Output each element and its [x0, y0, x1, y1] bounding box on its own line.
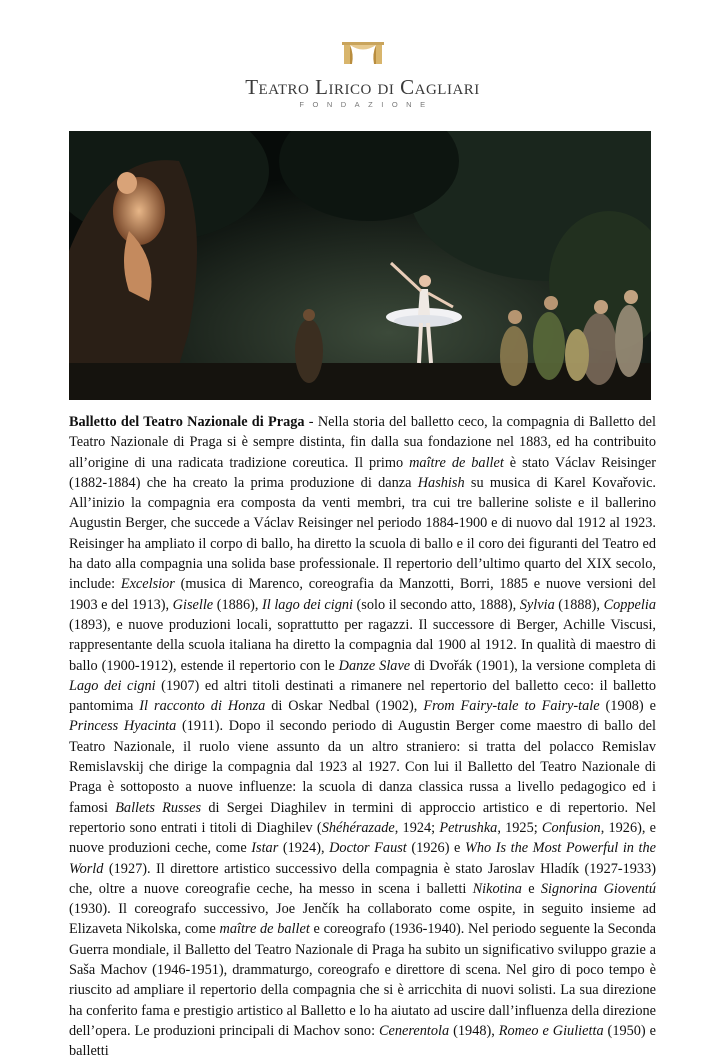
article-text-run: (1886), — [213, 596, 263, 613]
article-italic-run: maître de ballet — [219, 921, 310, 938]
article-italic-run: Il racconto di Honza — [139, 698, 266, 715]
article-text-run: di Sergei Diaghilev in termini di approccio artistico e di repertorio. Nel repertorio sono entrati i titoli di Diaghilev ( — [69, 799, 656, 836]
article-text-run: (1924), — [278, 840, 330, 857]
article-text-run: e coreografo (1936-1940). Nel periodo seguente la Seconda Guerra mondiale, il Balletto del Teatro Nazionale di Praga ha subito un significativo sviluppo grazie a Saša Machov (1946-1951), drammaturgo, coreografo e direttore di scena. Nel giro di poco tempo è riuscito ad ampliare il repertorio della compagnia che si è arricchita di nuovi solisti. La sua direzione ha conferito fama e prestigio artistico al Balletto e lo ha aiutato ad uscire dall’influenza della direzione dell’opera. Le produzioni principali di Machov sono: — [69, 921, 657, 1039]
article-text-run: (1930). Il coreografo successivo, Joe Jenčík ha collaborato come ospite, in seguito insieme ad Elizaveta Nikolska, come — [69, 901, 656, 938]
article-text-run: è stato Václav Reisinger (1882-1884) che ha creato la prima produzione di danza — [69, 454, 656, 491]
article-italic-run: Danze Slave — [338, 657, 411, 674]
article-italic-run: Lago dei cigni — [69, 677, 156, 694]
article-italic-run: Sylvia — [519, 596, 555, 613]
article-italic-run: From Fairy-tale to Fairy-tale — [423, 698, 600, 715]
article-italic-run: Istar — [251, 840, 279, 857]
article-italic-run: Princess Hyacinta — [69, 718, 177, 735]
article-italic-run: Nikotina — [472, 880, 522, 897]
article-italic-run: Who Is the Most Powerful in the World — [69, 840, 656, 877]
page-header — [0, 40, 725, 109]
article-text-run: - Nella storia del balletto ceco, la compagnia di Balletto del Teatro Nazionale di Praga si è sempre distinta, fin dalla sua fondazione nel 1883, ed ha contribuito all’origine di una radicata tradizione coreutica. Il primo — [69, 414, 656, 471]
article-text-run: , 1925; — [497, 819, 542, 836]
article-body — [69, 412, 656, 1062]
article-italic-run: Romeo e Giulietta — [498, 1022, 604, 1039]
article-italic-run: Ballets Russes — [115, 799, 202, 816]
article-italic-run: Signorina Gioventú — [540, 880, 656, 897]
article-italic-run: maître de ballet — [409, 454, 504, 471]
article-italic-run: Shéhérazade — [321, 819, 395, 836]
article-italic-run: Il lago dei cigni — [262, 596, 353, 613]
article-text-run: su musica di Karel Kovařovic. All’inizio la compagnia era composta da venti membri, tra cui tre ballerine soliste e il ballerino Augustin Berger, che succede a Václav Reisinger nel periodo 1884-1900 e di nuovo dal 1912 al 1923. Reisinger ha ampliato il corpo di ballo, ha diretto la scuola di ballo e il coro dei figuranti del Teatro ed ha dato alla compagnia una solida base professionale. Il repertorio dell’ultimo quarto del XIX secolo, include: — [69, 474, 657, 593]
article-text-run: (1911). Dopo il secondo periodo di Augustin Berger come maestro di ballo del Teatro Nazionale, il ruolo viene assunto da un altro straniero: si tratta del polacco Remislav Remislavskij che dirige la compagnia dal 1923 al 1927. Con lui il Balletto del Teatro Nazionale di Praga è sottoposto a nuove influenze: la scuola di danza classica russa a livello pedagogico ed i famosi — [69, 718, 656, 816]
article-text-run: (solo il secondo atto, 1888), — [352, 596, 520, 613]
ballet-stage-photo — [69, 131, 651, 400]
article-text-run: (1893), e nuove produzioni locali, soprattutto per ragazzi. Il successore di Berger, Achille Viscusi, rappresentante della scuola italiana ha diretto la compagnia dal 1900 al 1912. In qualità di maestro di ballo (1900-1912), estende il repertorio con le — [69, 616, 656, 674]
article-italic-run: Doctor Faust — [329, 840, 407, 857]
article-italic-run: Giselle — [172, 596, 214, 613]
article-text-run: , 1926), e nuove produzioni ceche, come — [69, 819, 657, 857]
article-italic-run: Petrushka — [439, 819, 498, 836]
article-text-run: (1950) e balletti — [69, 1022, 656, 1060]
theatre-curtain-icon — [338, 40, 388, 66]
article-text-run: (1926) e — [406, 840, 465, 857]
article-text-run: (1948), — [449, 1022, 499, 1039]
article-italic-run: Cenerentola — [379, 1022, 450, 1039]
article-text-run: (1888), — [554, 596, 604, 613]
organization-name: Teatro Lirico di Cagliari — [245, 75, 480, 99]
article-title: Balletto del Teatro Nazionale di Praga — [69, 414, 305, 430]
article-text-run: di Oskar Nedbal (1902), — [265, 698, 424, 715]
article-italic-run: Coppelia — [603, 596, 656, 613]
organization-subtitle: FONDAZIONE — [299, 100, 434, 109]
article-italic-run: Confusion — [541, 819, 601, 836]
article-text-run: (musica di Marenco, coreografia da Manzotti, Borri, 1885 e nuove versioni del 1903 e del 1913), — [69, 576, 656, 613]
article-italic-run: Excelsior — [120, 576, 175, 593]
article-text-run: e — [521, 880, 541, 897]
article-italic-run: Hashish — [417, 474, 465, 491]
article-text-run: (1908) e — [599, 698, 656, 715]
article-text-run: , 1924; — [394, 819, 440, 836]
article-text-run: di Dvořák (1901), la versione completa di — [410, 657, 656, 674]
article-text-run: (1927). Il direttore artistico successivo della compagnia è stato Jaroslav Hladík (1927-1933) che, oltre a nuove coreografie ceche, ha messo in scena i balletti — [69, 860, 656, 897]
article-text-run: (1907) ed altri titoli destinati a rimanere nel repertorio del balletto ceco: il balletto pantomima — [69, 677, 657, 715]
